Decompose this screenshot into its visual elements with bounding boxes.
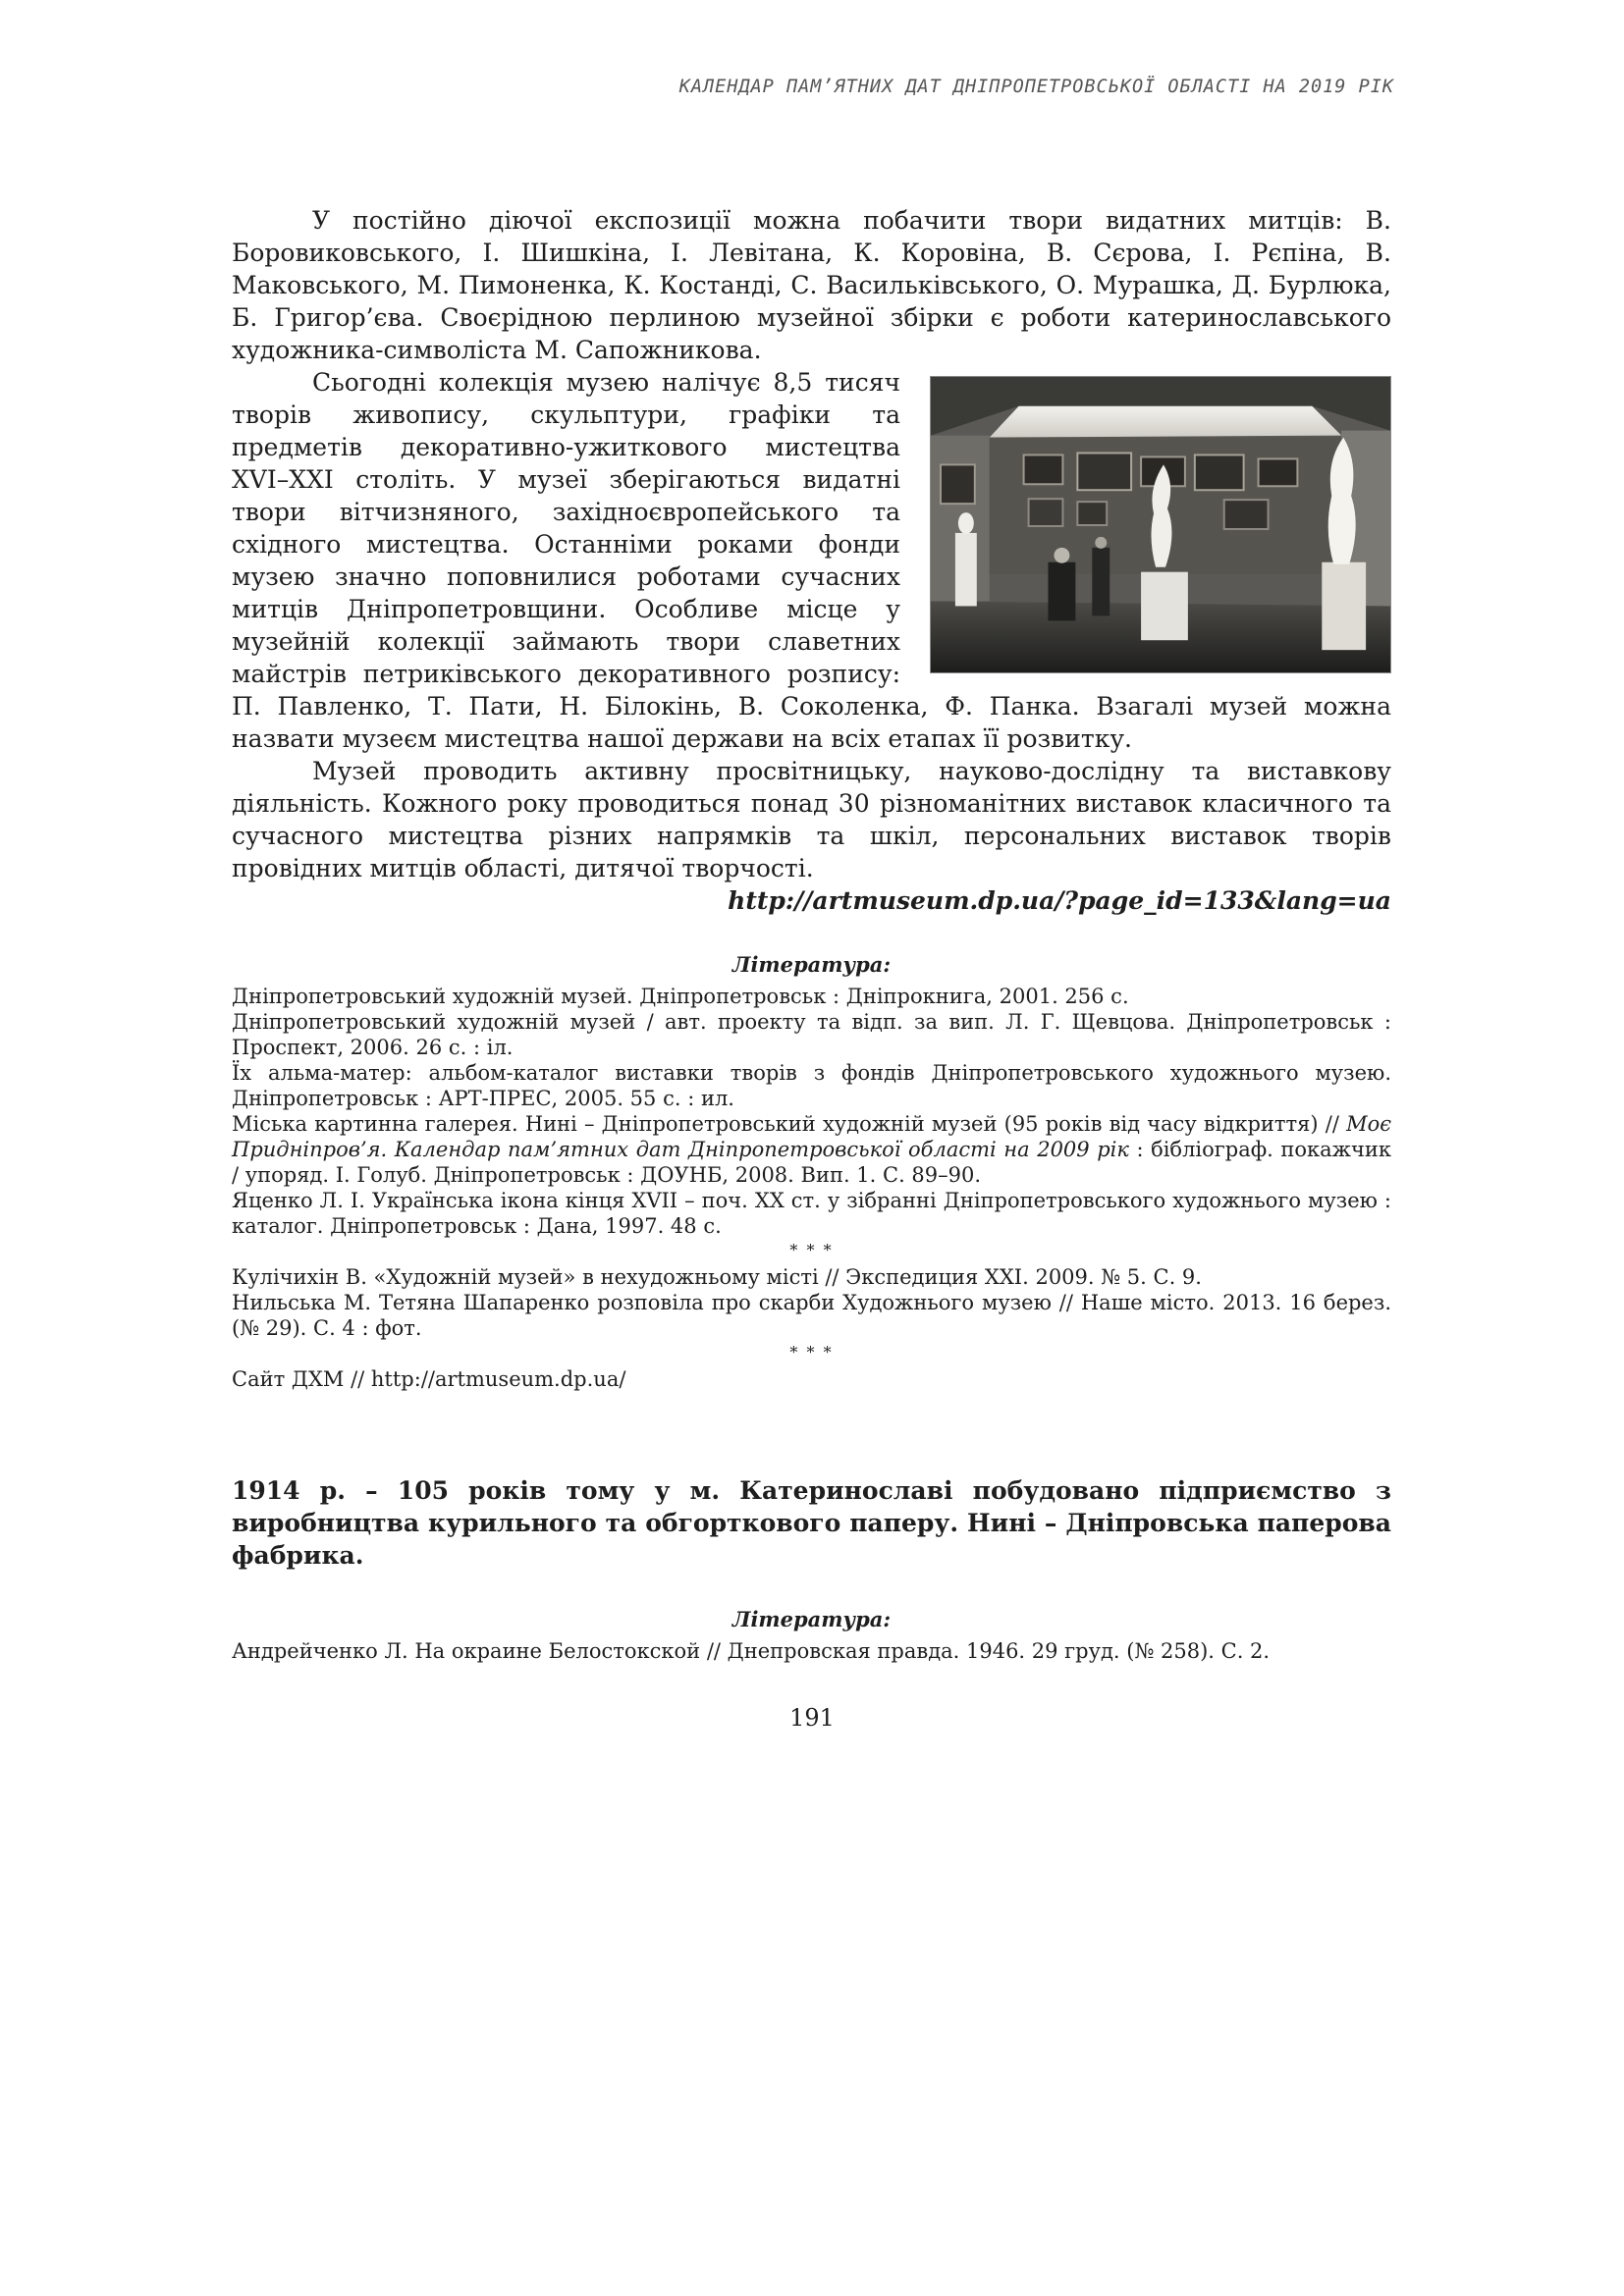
reference-item: Кулічихін В. «Художній музей» в нехудожньому місті // Экспедиция XXI. 2009. № 5. С. 9. [232, 1265, 1202, 1289]
paragraph-collection: Сьогодні колекція музею налічує 8,5 тисяч творів живопису, скульптури, графіки та предметів декоративно-ужиткового мистецтва XVI–XXI століть. У музеї зберігаються видатні твори вітчизняного, західноєвропейського та східного мистецтва. Останніми роками фонди музею значно поповнилися роботами сучасних митців Дніпропетровщини. Особливе місце у музейній колекції займають твори славетних майстрів петриківського декоративного розпису: П. Павленко, Т. Пати, Н. Білокінь, В. Соколенка, Ф. Панка. Взагалі музей можна назвати музеєм мистецтва нашої держави на всіх етапах її розвитку. [232, 368, 1391, 753]
reference-item: Нильська М. Тетяна Шапаренко розповіла про скарби Художнього музею // Наше місто. 2013. 16 берез. (№ 29). С. 4 : фот. [232, 1291, 1391, 1340]
museum-hall-photo [930, 376, 1391, 673]
event-heading: 1914 р. – 105 років тому у м. Катеринославі побудовано підприємство з виробництва курильного та обгорткового паперу. Нині – Дніпровська паперова фабрика. [232, 1476, 1391, 1570]
reference-item [232, 1111, 1391, 1188]
reference-item: Яценко Л. І. Українська ікона кінця XVII – поч. XX ст. у зібранні Дніпропетровського художнього музею : каталог. Дніпропетровськ : Дана, 1997. 48 с. [232, 1189, 1391, 1238]
literature-heading: Література: [731, 952, 892, 977]
reference-item: Дніпропетровський художній музей. Дніпропетровськ : Дніпрокнига, 2001. 256 с. [232, 985, 1129, 1008]
reference-text: Міська картинна галерея. Нині – Дніпропетровський художній музей (95 років від часу відкриття) // [232, 1112, 1347, 1136]
paragraph-activity: Музей проводить активну просвітницьку, науково-дослідну та виставкову діяльність. Кожного року проводиться понад 30 різноманітних виставок класичного та сучасного мистецтва різних напрямків та шкіл, персональних виставок творів провідних митців області, дитячої творчості. [232, 757, 1391, 882]
page-number: 191 [789, 1704, 835, 1732]
paragraph-artists: У постійно діючої експозиції можна побачити твори видатних митців: В. Боровиковського, І. Шишкіна, І. Левітана, К. Коровіна, В. Сєрова, І. Рєпіна, В. Маковського, М. Пимоненка, К. Костанді, С. Васильківського, О. Мурашка, Д. Бурлюка, Б. Григор’єва. Своєрідною перлиною музейної збірки є роботи катеринославського художника-символіста М. Сапожникова. [232, 206, 1391, 364]
section-separator: * * * [789, 1241, 834, 1259]
museum-url-link[interactable]: http://artmuseum.dp.ua/?page_id=133&lang=ua [728, 886, 1391, 915]
site-reference: Сайт ДХМ // http://artmuseum.dp.ua/ [232, 1367, 626, 1391]
reference-item: Андрейченко Л. На окраине Белостокской // Днепровская правда. 1946. 29 груд. (№ 258). С. 2. [232, 1639, 1271, 1663]
page-content [232, 204, 1391, 1664]
section-separator: * * * [789, 1343, 834, 1362]
running-header: КАЛЕНДАР ПАМ’ЯТНИХ ДАТ ДНІПРОПЕТРОВСЬКОЇ ОБЛАСТІ НА 2019 РІК [678, 77, 1394, 97]
reference-item: Дніпропетровський художній музей / авт. проекту та відп. за вип. Л. Г. Щевцова. Дніпропетровськ : Проспект, 2006. 26 с. : іл. [232, 1010, 1391, 1059]
literature-heading: Література: [731, 1607, 892, 1631]
reference-item: Їх альма-матер: альбом-каталог виставки творів з фондів Дніпропетровського художнього музею. Дніпропетровськ : АРТ-ПРЕС, 2005. 55 с. : ил. [232, 1061, 1391, 1110]
reference-text: : бібліограф. покажчик / упоряд. І. Голуб. Дніпропетровськ : ДОУНБ, 2008. Вип. 1. С. 89–90. [232, 1138, 1392, 1187]
reference-italic-title: Моє Придніпров’я. Календар пам’ятних дат Дніпропетровської області на 2009 рік [232, 1112, 1391, 1161]
